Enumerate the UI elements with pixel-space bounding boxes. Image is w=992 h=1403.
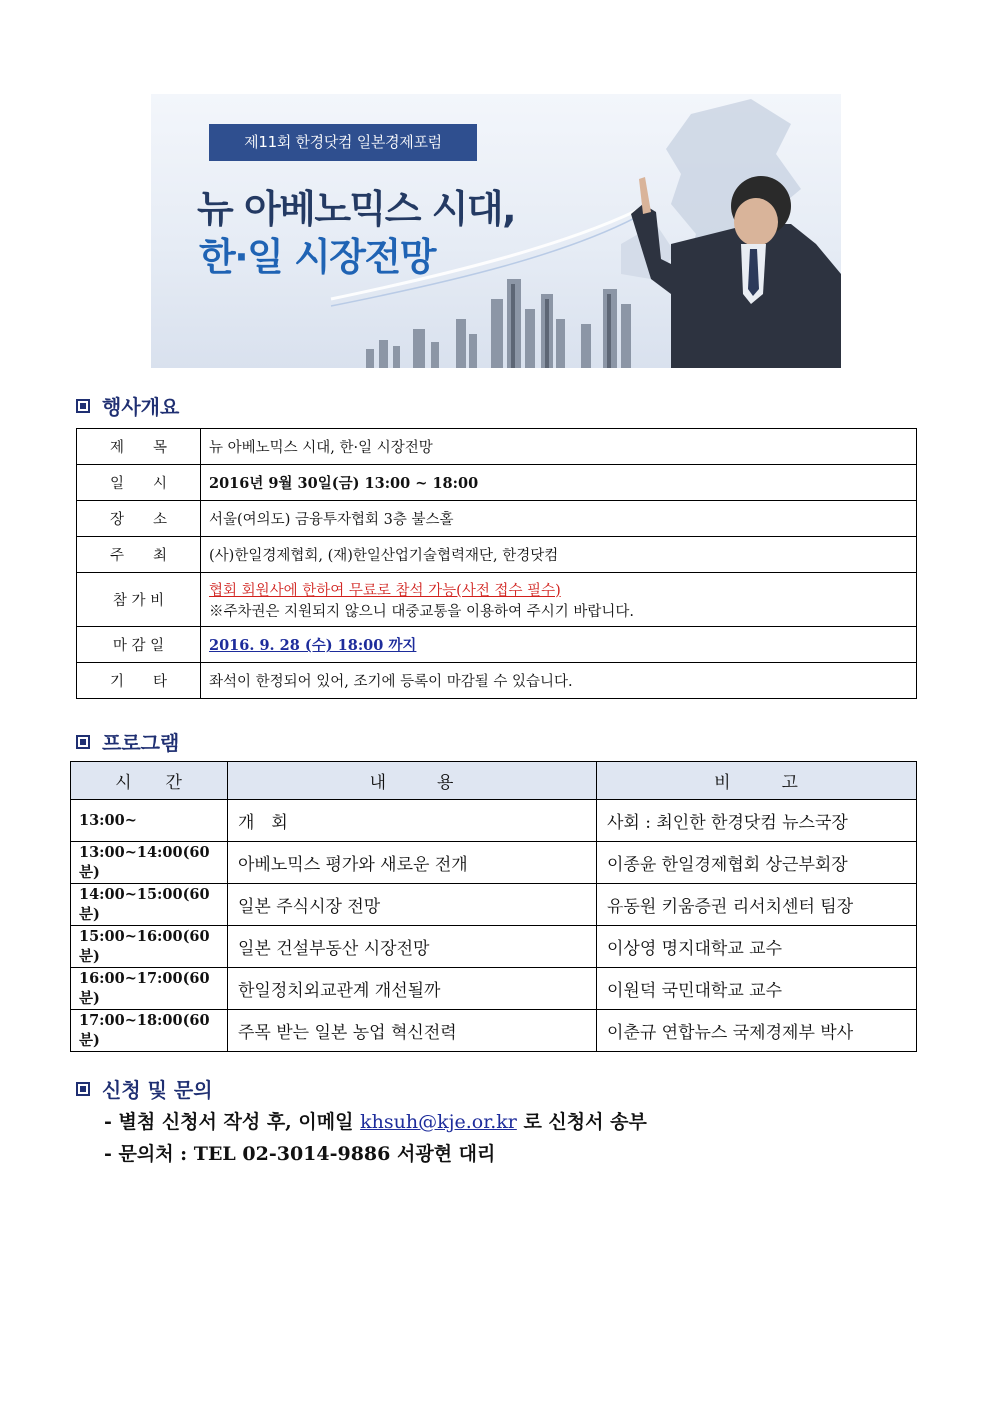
header-note: 비 고 (597, 762, 917, 800)
cell-time: 17:00~18:00(60분) (71, 1010, 228, 1052)
square-bullet-icon (76, 1082, 90, 1096)
cell-time: 14:00~15:00(60분) (71, 884, 228, 926)
table-row (71, 884, 917, 926)
cell-note: 유동원 키움증권 리서치센터 팀장 (597, 884, 917, 926)
banner-headline-line1: 뉴 아베노믹스 시대, (197, 187, 516, 231)
table-row (77, 537, 917, 573)
inquiry-line-apply (104, 1107, 647, 1134)
header-content: 내 용 (228, 762, 597, 800)
row-value: 서울(여의도) 금융투자협회 3층 불스홀 (201, 501, 917, 537)
cell-time: 15:00~16:00(60분) (71, 926, 228, 968)
table-row (71, 842, 917, 884)
cell-content: 주목 받는 일본 농업 혁신전력 (228, 1010, 597, 1052)
row-value: 2016년 9월 30일(금) 13:00 ~ 18:00 (201, 465, 917, 501)
cell-note: 이상영 명지대학교 교수 (597, 926, 917, 968)
parking-note: ※주차권은 지원되지 않으니 대중교통을 이용하여 주시기 바랍니다. (209, 603, 634, 620)
table-row (77, 465, 917, 501)
cell-time: 13:00~ (71, 800, 228, 842)
inquiry-heading-text: 신청 및 문의 (102, 1078, 213, 1102)
cell-note: 이춘규 연합뉴스 국제경제부 박사 (597, 1010, 917, 1052)
row-value: 좌석이 한정되어 있어, 조기에 등록이 마감될 수 있습니다. (201, 663, 917, 699)
table-row (71, 800, 917, 842)
row-label: 제 목 (77, 429, 201, 465)
cell-content: 아베노믹스 평가와 새로운 전개 (228, 842, 597, 884)
inquiry-line-contact: - 문의처 : TEL 02-3014-9886 서광현 대리 (104, 1143, 496, 1165)
cell-note: 사회 : 최인한 한경닷컴 뉴스국장 (597, 800, 917, 842)
cell-content: 개 회 (228, 800, 597, 842)
row-value: (사)한일경제협회, (재)한일산업기술협력재단, 한경닷컴 (201, 537, 917, 573)
row-label: 장 소 (77, 501, 201, 537)
overview-heading (76, 391, 179, 420)
row-label: 마 감 일 (77, 627, 201, 663)
cell-time: 16:00~17:00(60분) (71, 968, 228, 1010)
fee-text: 협회 회원사에 한하여 무료로 참석 가능(사전 접수 필수) (209, 582, 561, 599)
row-label: 기 타 (77, 663, 201, 699)
program-heading-text: 프로그램 (102, 731, 180, 755)
table-row (77, 627, 917, 663)
overview-heading-text: 행사개요 (102, 395, 180, 419)
apply-text-prefix: - 별첨 신청서 작성 후, 이메일 (104, 1111, 361, 1133)
banner-headline-line2: 한·일 시장전망 (199, 235, 435, 279)
table-header-row (71, 762, 917, 800)
table-row (77, 663, 917, 699)
table-row (71, 968, 917, 1010)
event-banner (151, 94, 841, 368)
header-time: 시 간 (71, 762, 228, 800)
table-row (77, 501, 917, 537)
deadline-text: 2016. 9. 28 (수) 18:00 까지 (209, 637, 417, 654)
table-row (71, 1010, 917, 1052)
program-heading (76, 727, 179, 756)
table-row (71, 926, 917, 968)
row-value (201, 627, 917, 663)
row-value: 뉴 아베노믹스 시대, 한·일 시장전망 (201, 429, 917, 465)
row-label: 일 시 (77, 465, 201, 501)
email-link[interactable]: khsuh@kje.or.kr (360, 1111, 517, 1133)
inquiry-heading (76, 1074, 213, 1103)
cell-content: 한일정치외교관계 개선될까 (228, 968, 597, 1010)
program-table (70, 761, 917, 1052)
row-label: 참 가 비 (77, 573, 201, 627)
overview-table (76, 428, 917, 699)
cell-time: 13:00~14:00(60분) (71, 842, 228, 884)
cell-note: 이원덕 국민대학교 교수 (597, 968, 917, 1010)
square-bullet-icon (76, 399, 90, 413)
table-row (77, 573, 917, 627)
row-label: 주 최 (77, 537, 201, 573)
cell-content: 일본 주식시장 전망 (228, 884, 597, 926)
banner-tag: 제11회 한경닷컴 일본경제포럼 (209, 124, 477, 161)
cell-note: 이종윤 한일경제협회 상근부회장 (597, 842, 917, 884)
cell-content: 일본 건설부동산 시장전망 (228, 926, 597, 968)
apply-text-suffix: 로 신청서 송부 (516, 1111, 647, 1133)
square-bullet-icon (76, 735, 90, 749)
table-row (77, 429, 917, 465)
row-value (201, 573, 917, 627)
